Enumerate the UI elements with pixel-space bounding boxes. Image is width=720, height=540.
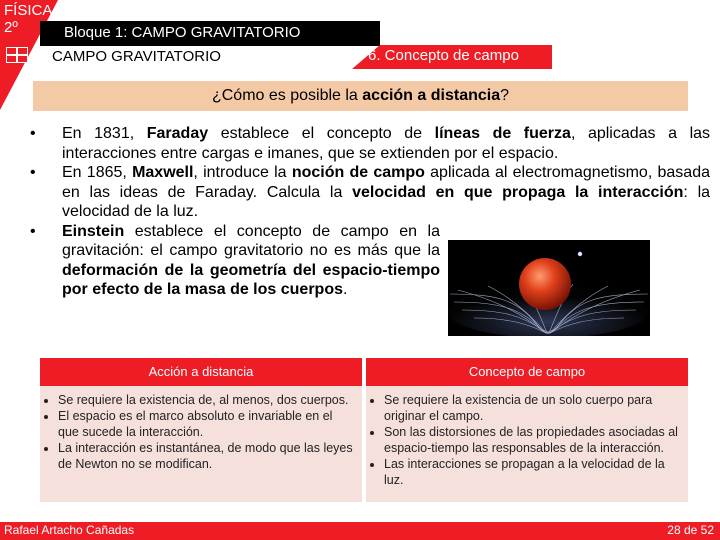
text-run: aplicada al electromagnetismo, basada en las ideas de Faraday. Calcula la bbox=[62, 164, 710, 201]
table-item: • Las interacciones se propagan a la velocidad de la luz. bbox=[384, 456, 680, 488]
table-header-right: Concepto de campo bbox=[366, 358, 688, 386]
text-run: : la velocidad de la luz. bbox=[62, 183, 711, 220]
text-run: establece el concepto de bbox=[208, 125, 435, 142]
text-run: Faraday bbox=[146, 125, 209, 142]
text-run: noción de campo bbox=[291, 164, 425, 181]
question-banner bbox=[33, 81, 688, 111]
table-header-left: Acción a distancia bbox=[40, 358, 362, 386]
table-cell-left bbox=[40, 386, 362, 502]
question-part: ¿Cómo es posible la bbox=[211, 87, 363, 104]
text-run: . bbox=[342, 281, 348, 298]
section-title: CAMPO GRAVITATORIO bbox=[52, 48, 221, 65]
bullet-dot: • bbox=[30, 222, 36, 240]
question-part: ? bbox=[500, 87, 510, 104]
grade-label: 2º bbox=[4, 19, 18, 36]
subject-name: FÍSICA bbox=[4, 2, 53, 19]
footer-bar bbox=[0, 522, 720, 540]
text-run: deformación de la geometría del espacio-tiempo por efecto de la masa de los cuerpos bbox=[62, 261, 440, 298]
grid-icon bbox=[6, 47, 28, 63]
question-emphasis: acción a distancia bbox=[362, 87, 501, 104]
table-item: • Son las distorsiones de las propiedades asociadas al espacio-tiempo las responsables de la interacción. bbox=[384, 424, 680, 456]
topic-title: 6. Concepto de campo bbox=[368, 47, 519, 64]
text-run: Maxwell bbox=[132, 164, 194, 181]
bullet-dot: • bbox=[30, 164, 36, 181]
text-run: Einstein bbox=[62, 222, 125, 240]
text-run: líneas de fuerza bbox=[434, 125, 571, 142]
text-run: velocidad en que propaga la interacción bbox=[352, 183, 684, 201]
bullet-text bbox=[62, 222, 440, 300]
text-run: En 1831, bbox=[62, 125, 147, 142]
bullet-dot: • bbox=[30, 125, 36, 142]
table-cell-right bbox=[366, 386, 688, 502]
table-item: • Se requiere la existencia de, al menos, dos cuerpos. bbox=[58, 392, 354, 408]
author-label: Rafael Artacho Cañadas bbox=[4, 523, 135, 537]
text-run: establece el concepto de campo en la gravitación: el campo gravitatorio no es más que la bbox=[62, 222, 440, 259]
text-run: , introduce la bbox=[193, 164, 292, 181]
table-item: • Se requiere la existencia de un solo cuerpo para originar el campo. bbox=[384, 392, 680, 424]
text-run: En 1865, bbox=[62, 164, 133, 181]
text-run: , aplicadas a las interacciones entre cargas e imanes, que se extienden por el espacio. bbox=[62, 125, 711, 162]
list-item bbox=[28, 163, 710, 222]
bullet-text bbox=[62, 124, 710, 163]
bullet-text bbox=[62, 163, 710, 222]
bloque-title: Bloque 1: CAMPO GRAVITATORIO bbox=[64, 24, 301, 41]
table-item: • El espacio es el marco absoluto e invariable en el que sucede la interacción. bbox=[58, 408, 354, 440]
table-item: • La interacción es instantánea, de modo que las leyes de Newton no se modifican. bbox=[58, 440, 354, 472]
page-number: 28 de 52 bbox=[667, 523, 714, 537]
list-item bbox=[28, 124, 710, 163]
spacetime-curvature-image bbox=[448, 240, 650, 336]
question-text bbox=[33, 87, 688, 105]
